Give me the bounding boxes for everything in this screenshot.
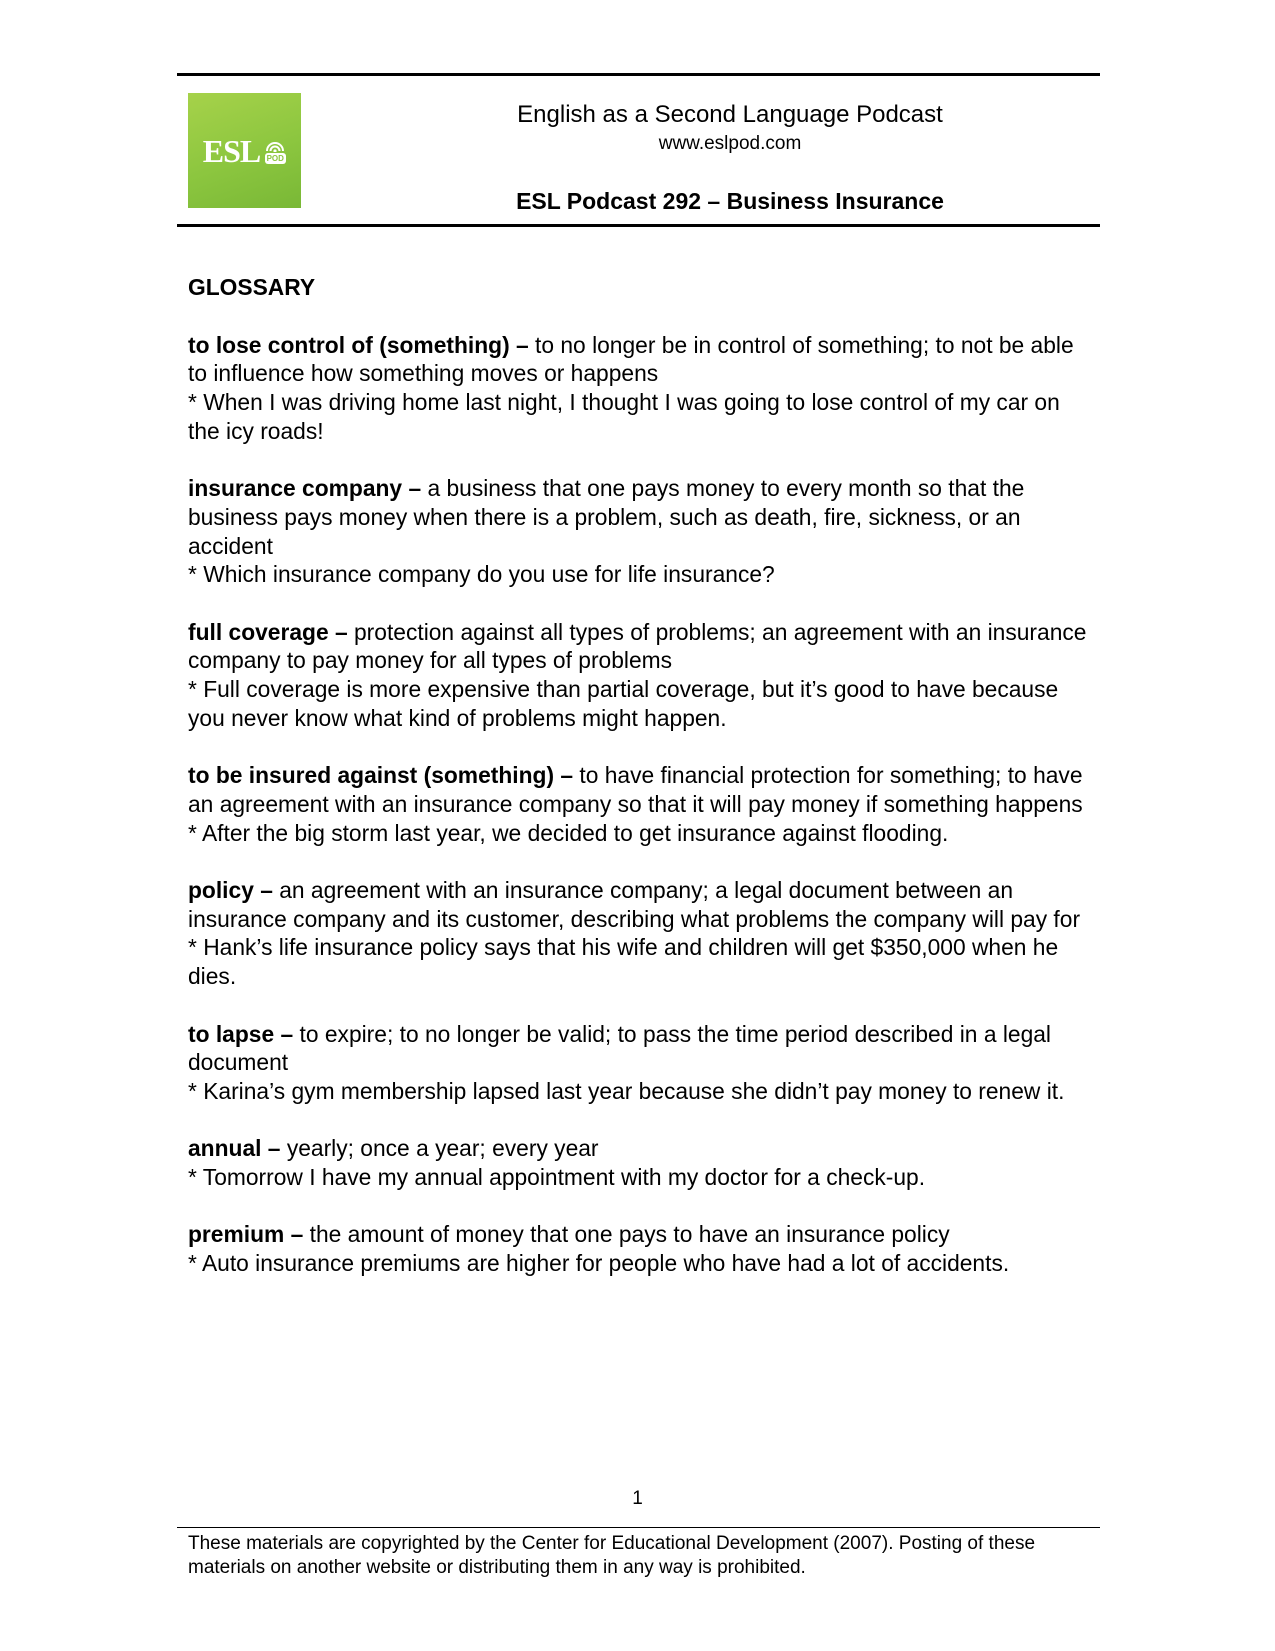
glossary-definition: yearly; once a year; every year bbox=[286, 1135, 599, 1162]
logo-badge bbox=[264, 140, 286, 164]
glossary-heading: GLOSSARY bbox=[188, 274, 316, 300]
broadcast-icon bbox=[264, 140, 286, 152]
glossary-term: to lose control of (something) – bbox=[188, 331, 529, 358]
eslpod-logo bbox=[188, 93, 301, 208]
episode-title: ESL Podcast 292 – Business Insurance bbox=[516, 188, 944, 214]
glossary-term: full coverage – bbox=[188, 618, 348, 645]
glossary-entry bbox=[188, 618, 1088, 733]
glossary-example: * Auto insurance premiums are higher for people who have had a lot of accidents. bbox=[188, 1250, 1010, 1277]
glossary-term: to be insured against (something) – bbox=[188, 762, 574, 789]
glossary-example: * Hank’s life insurance policy says that his wife and children will get $350,000 when he dies. bbox=[188, 934, 1059, 990]
page-number: 1 bbox=[632, 1488, 643, 1509]
podcast-url: www.eslpod.com bbox=[658, 133, 802, 154]
glossary-example: * Karina’s gym membership lapsed last year because she didn’t pay money to renew it. bbox=[188, 1077, 1065, 1104]
glossary-definition: protection against all types of problems; an agreement with an insurance company to pay money for all types of problems bbox=[188, 618, 1087, 674]
glossary-entry bbox=[188, 761, 1088, 847]
glossary-definition: to expire; to no longer be valid; to pass the time period described in a legal document bbox=[188, 1020, 1052, 1076]
glossary-definition: a business that one pays money to every month so that the business pays money when there is a problem, such as death, fire, sickness, or an accident bbox=[188, 475, 1025, 559]
glossary-example: * Tomorrow I have my annual appointment with my doctor for a check-up. bbox=[188, 1164, 926, 1190]
glossary-term: annual – bbox=[188, 1135, 281, 1162]
glossary-term: insurance company – bbox=[188, 475, 422, 502]
glossary-definition: the amount of money that one pays to have an insurance policy bbox=[309, 1221, 950, 1248]
glossary-definition: an agreement with an insurance company; a legal document between an insurance company and its customer, describing what problems the company will pay for bbox=[188, 877, 1081, 932]
logo-pod-label: POD bbox=[266, 153, 284, 163]
glossary-entry bbox=[188, 331, 1088, 446]
header-top-rule bbox=[177, 73, 1100, 76]
glossary-example: * After the big storm last year, we decided to get insurance against flooding. bbox=[188, 819, 949, 846]
glossary-entry bbox=[188, 1134, 1088, 1191]
glossary-term: premium – bbox=[188, 1221, 304, 1248]
glossary-entry bbox=[188, 876, 1088, 991]
copyright-notice: These materials are copyrighted by the Center for Educational Development (2007). Posting of these materials on another website or distributing them in any way is prohibited. bbox=[188, 1533, 1036, 1578]
glossary-definition: to no longer be in control of something; to not be able to influence how something moves or happens bbox=[188, 331, 1074, 387]
glossary-entry bbox=[188, 474, 1088, 589]
footer-rule bbox=[177, 1527, 1100, 1528]
glossary-term: to lapse – bbox=[188, 1020, 294, 1047]
podcast-title: English as a Second Language Podcast bbox=[517, 101, 943, 128]
glossary-term: policy – bbox=[188, 877, 273, 903]
glossary-example: * Full coverage is more expensive than partial coverage, but it’s good to have because you never know what kind of problems might happen. bbox=[188, 676, 1059, 731]
header-bottom-rule bbox=[177, 224, 1100, 227]
glossary-definition: to have financial protection for something; to have an agreement with an insurance company so that it will pay money if something happens bbox=[188, 762, 1083, 817]
glossary-entry bbox=[188, 1020, 1088, 1106]
glossary-example: * When I was driving home last night, I thought I was going to lose control of my car on the icy roads! bbox=[188, 389, 1060, 444]
glossary-example: * Which insurance company do you use for life insurance? bbox=[188, 561, 775, 588]
glossary-section bbox=[188, 273, 1088, 1306]
glossary-entry bbox=[188, 1220, 1088, 1277]
logo-text: ESL bbox=[202, 133, 261, 169]
